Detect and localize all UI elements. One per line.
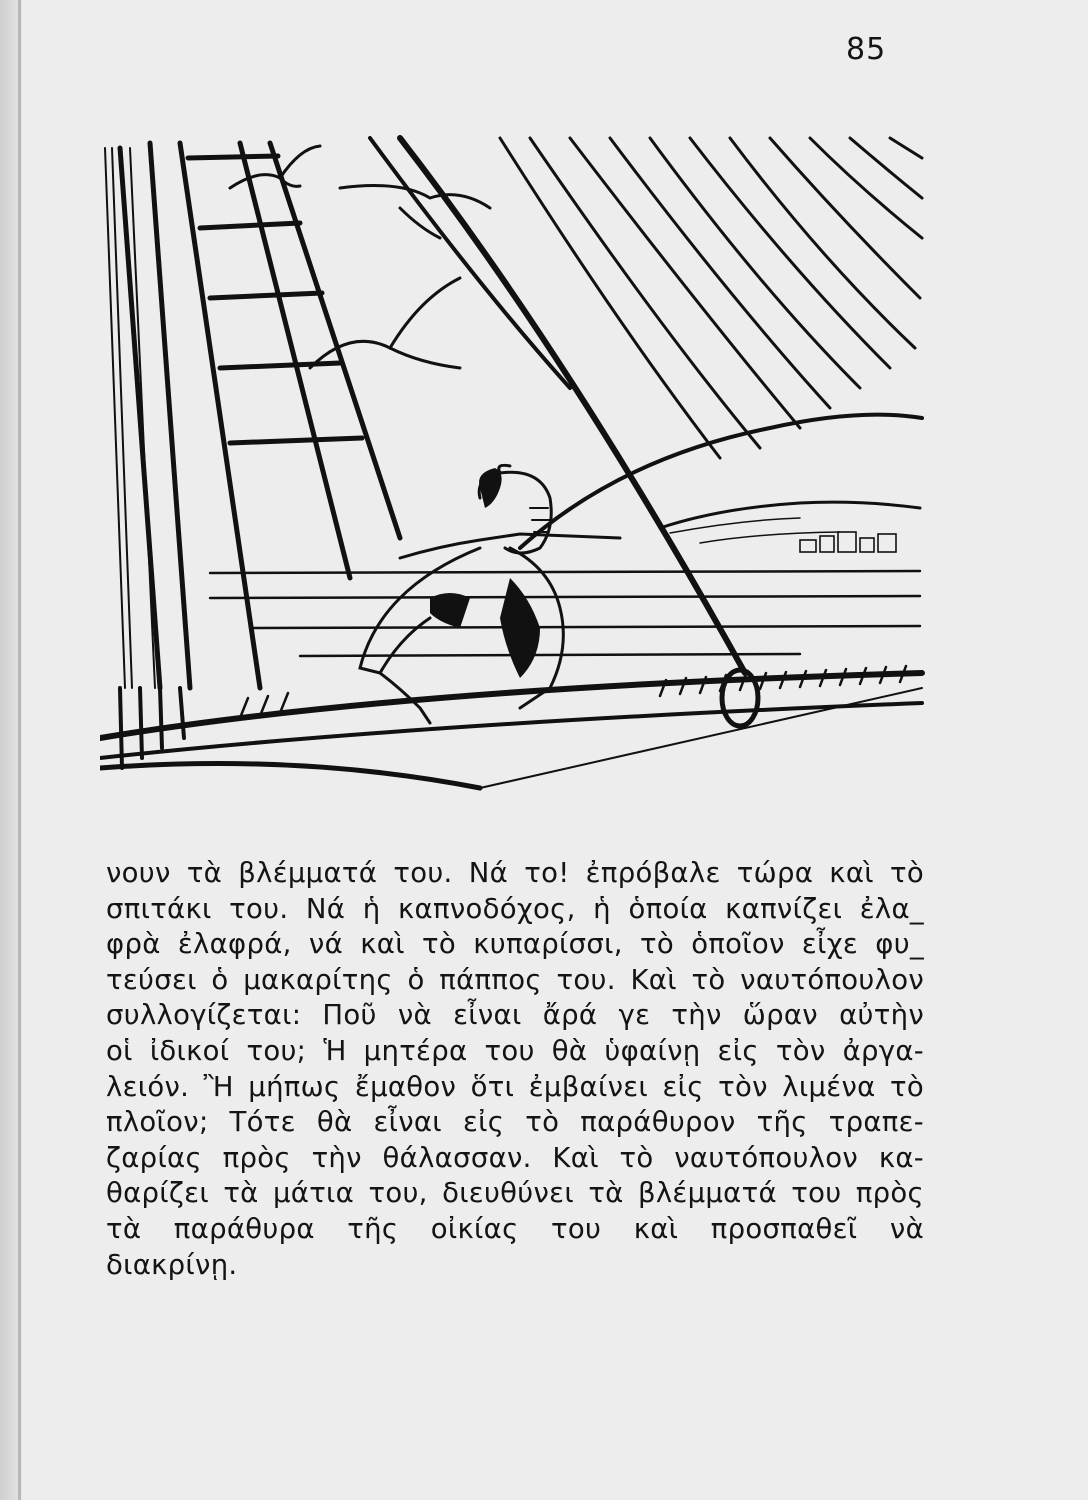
text-line: ζαρίας πρὸς τὴν θάλασσαν. Καὶ τὸ ναυτόπουλον κα- <box>106 1141 924 1174</box>
deck-planks <box>240 666 906 718</box>
text-line: τεύσει ὁ μακαρίτης ὁ πάππος του. Καὶ τὸ ναυτόπουλον <box>106 963 924 996</box>
text-line: τὰ παράθυρα τῆς οἰκίας του καὶ προσπαθεῖ νὰ <box>106 1212 924 1245</box>
ship-illustration <box>100 128 930 793</box>
ratlines <box>188 156 362 443</box>
text-line: διακρίνῃ. <box>106 1248 238 1281</box>
seagull-3 <box>310 278 460 368</box>
sea-lines <box>210 571 920 656</box>
body-text <box>106 856 924 1283</box>
main-rope <box>400 138 745 673</box>
left-hatching <box>105 148 155 688</box>
text-line: φρὰ ἐλαφρά, νά καὶ τὸ κυπαρίσσι, τὸ ὁποῖον εἶχε φυ_ <box>106 928 924 961</box>
distant-town <box>800 532 896 552</box>
sail <box>500 138 922 458</box>
text-line: σπιτάκι του. Νά ἡ καπνοδόχος, ἡ ὁποία καπνίζει ἐλα_ <box>106 892 924 925</box>
text-line: νουν τὰ βλέμματά του. Νά το! ἐπρόβαλε τώρα καὶ τὸ <box>106 857 924 889</box>
text-line: οἱ ἰδικοί του; Ἡ μητέρα του θὰ ὑφαίνῃ εἰς τὸν ἀργα- <box>106 1034 924 1067</box>
page-number: 85 <box>846 32 887 67</box>
text-line: πλοῖον; Τότε θὰ εἶναι εἰς τὸ παράθυρον τῆς τραπε- <box>106 1106 924 1139</box>
text-line: συλλογίζεται: Ποῦ νὰ εἶναι ἄρά γε τὴν ὥραν αὐτὴν <box>106 999 924 1032</box>
text-line: θαρίζει τὰ μάτια του, διευθύνει τὰ βλέμματά του πρὸς <box>106 1177 924 1210</box>
left-hill <box>400 534 620 558</box>
right-hill <box>660 502 920 528</box>
text-line: λειόν. Ἢ μήπως ἔμαθον ὅτι ἐμβαίνει εἰς τὸν λιμένα τὸ <box>106 1070 924 1103</box>
sail-hem <box>520 415 922 548</box>
deck-rail <box>100 673 922 738</box>
binding-fold <box>18 0 21 1500</box>
